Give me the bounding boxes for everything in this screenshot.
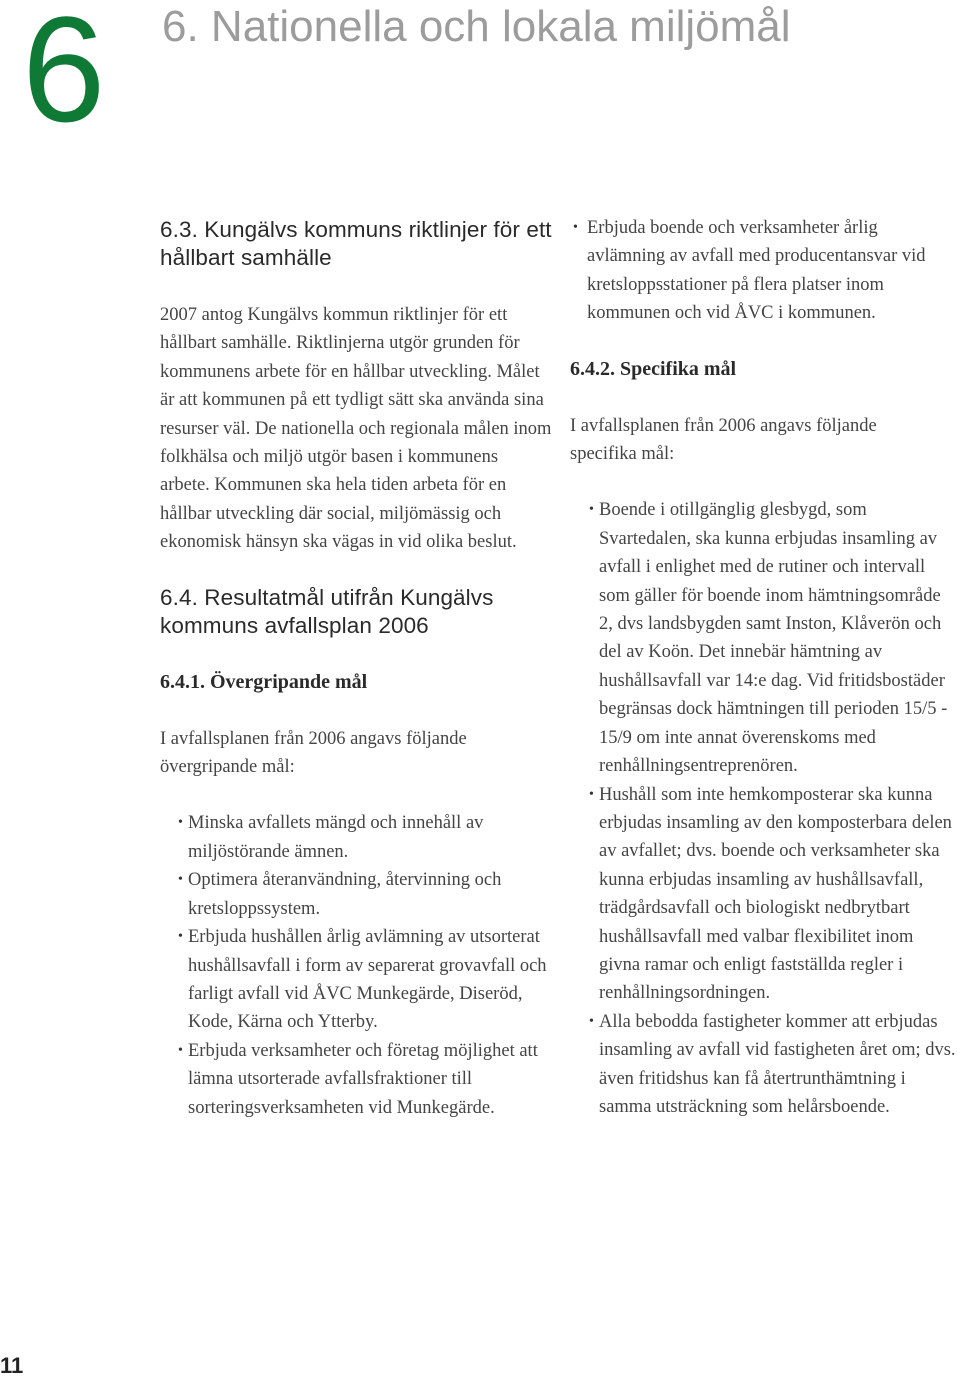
list-item-text: Alla bebodda fastigheter kommer att erbjudas insamling av avfall vid fastigheten året om; dvs. även fritidshus kan få återtrunthämtning i samma utsträckning som helårsboende. [599,1011,956,1117]
bullet-icon: • [589,786,594,802]
list-item-text: Minska avfallets mängd och innehåll av miljöstörande ämnen. [188,813,484,862]
list-item-text: Erbjuda verksamheter och företag möjlighet att lämna utsorterade avfallsfraktioner till sorteringsverksamheten vid Munkegärde. [188,1040,538,1118]
section-6-4-1-intro: I avfallsplanen från 2006 angavs följande övergripande mål: [160,728,467,778]
bullet-icon: • [178,815,183,831]
continued-goals-list [570,214,956,328]
section-6-4-2-intro: I avfallsplanen från 2006 angavs följande specifika mål: [570,415,877,465]
list-item-text: Erbjuda hushållen årlig avlämning av utsorterat hushållsavfall i form av separerat grovavfall och farligt avfall vid ÅVC Munkegärde, Diseröd, Kode, Kärna och Ytterby. [188,927,547,1033]
list-item [160,809,552,866]
chapter-number: 6 [22,0,106,153]
section-6-4-1-heading: 6.4.1. Övergripande mål [160,670,368,693]
chapter-title: 6. Nationella och lokala miljömål [162,2,791,51]
list-item-text: Optimera återanvändning, återvinning och kretsloppssystem. [188,870,502,919]
bullet-icon: • [178,872,183,888]
list-item [160,1037,552,1122]
bullet-icon: • [589,1013,594,1029]
list-item [570,496,956,780]
list-item-text: Hushåll som inte hemkomposterar ska kunna erbjudas insamling av den komposterbara delen av avfallet; dvs. boende och verksamheter ska kunna erbjudas insamling av hushållsavfall, trädgårdsavfall och biologiskt nedbrytbart hushållsavfall med valbar flexibilitet inom givna ramar och enligt fastställda regler i renhållningsordningen. [599,784,952,1004]
section-6-4-heading: 6.4. Resultatmål utifrån Kungälvs kommuns avfallsplan 2006 [160,584,494,638]
specific-goals-list [570,496,956,1121]
list-item [570,1008,956,1122]
list-item [160,866,552,923]
bullet-icon: • [178,929,183,945]
section-6-3-heading: 6.3. Kungälvs kommuns riktlinjer för ett hållbart samhälle [160,217,552,270]
left-column [160,216,552,1122]
list-item-text: Boende i otillgänglig glesbygd, som Svartedalen, ska kunna erbjudas insamling av avfall i enlighet med de rutiner och intervall som gäller för boende inom hämtningsområde 2, dvs landsbygden samt Inston, Klåverön och del av Koön. Det innebär hämtning av hushållsavfall var 14:e dag. Vid fritidsbostäder begränsas dock hämtningen till perioden 15/5 - 15/9 om inte annat överenskoms med renhållningsentreprenören. [599,500,948,777]
section-6-3-body: 2007 antog Kungälvs kommun riktlinjer för ett hållbart samhälle. Riktlinjerna utgör grunden för kommunens arbete för en hållbar utveckling. Målet är att kommunen på ett tydligt sätt ska använda sina resurser väl. De nationella och regionala målen inom folkhälsa och miljö utgör basen i kommunens arbete. Kommunen ska hela tiden arbeta för en hållbar utveckling där social, miljömässig och ekonomisk hänsyn ska vägas in vid olika beslut. [160,305,552,553]
list-item [570,214,956,328]
right-column [570,214,956,1121]
overall-goals-list [160,809,552,1121]
list-item [570,781,956,1008]
bullet-icon: • [178,1042,183,1058]
bullet-icon: • [573,220,578,235]
list-item [160,923,552,1037]
bullet-icon: • [589,502,594,518]
section-6-4-2-heading: 6.4.2. Specifika mål [570,357,737,380]
list-item-text: Erbjuda boende och verksamheter årlig avlämning av avfall med producentansvar vid kretsloppsstationer på flera platser inom kommunen och vid ÅVC i kommunen. [587,218,926,324]
page-number: 11 [0,1353,24,1378]
